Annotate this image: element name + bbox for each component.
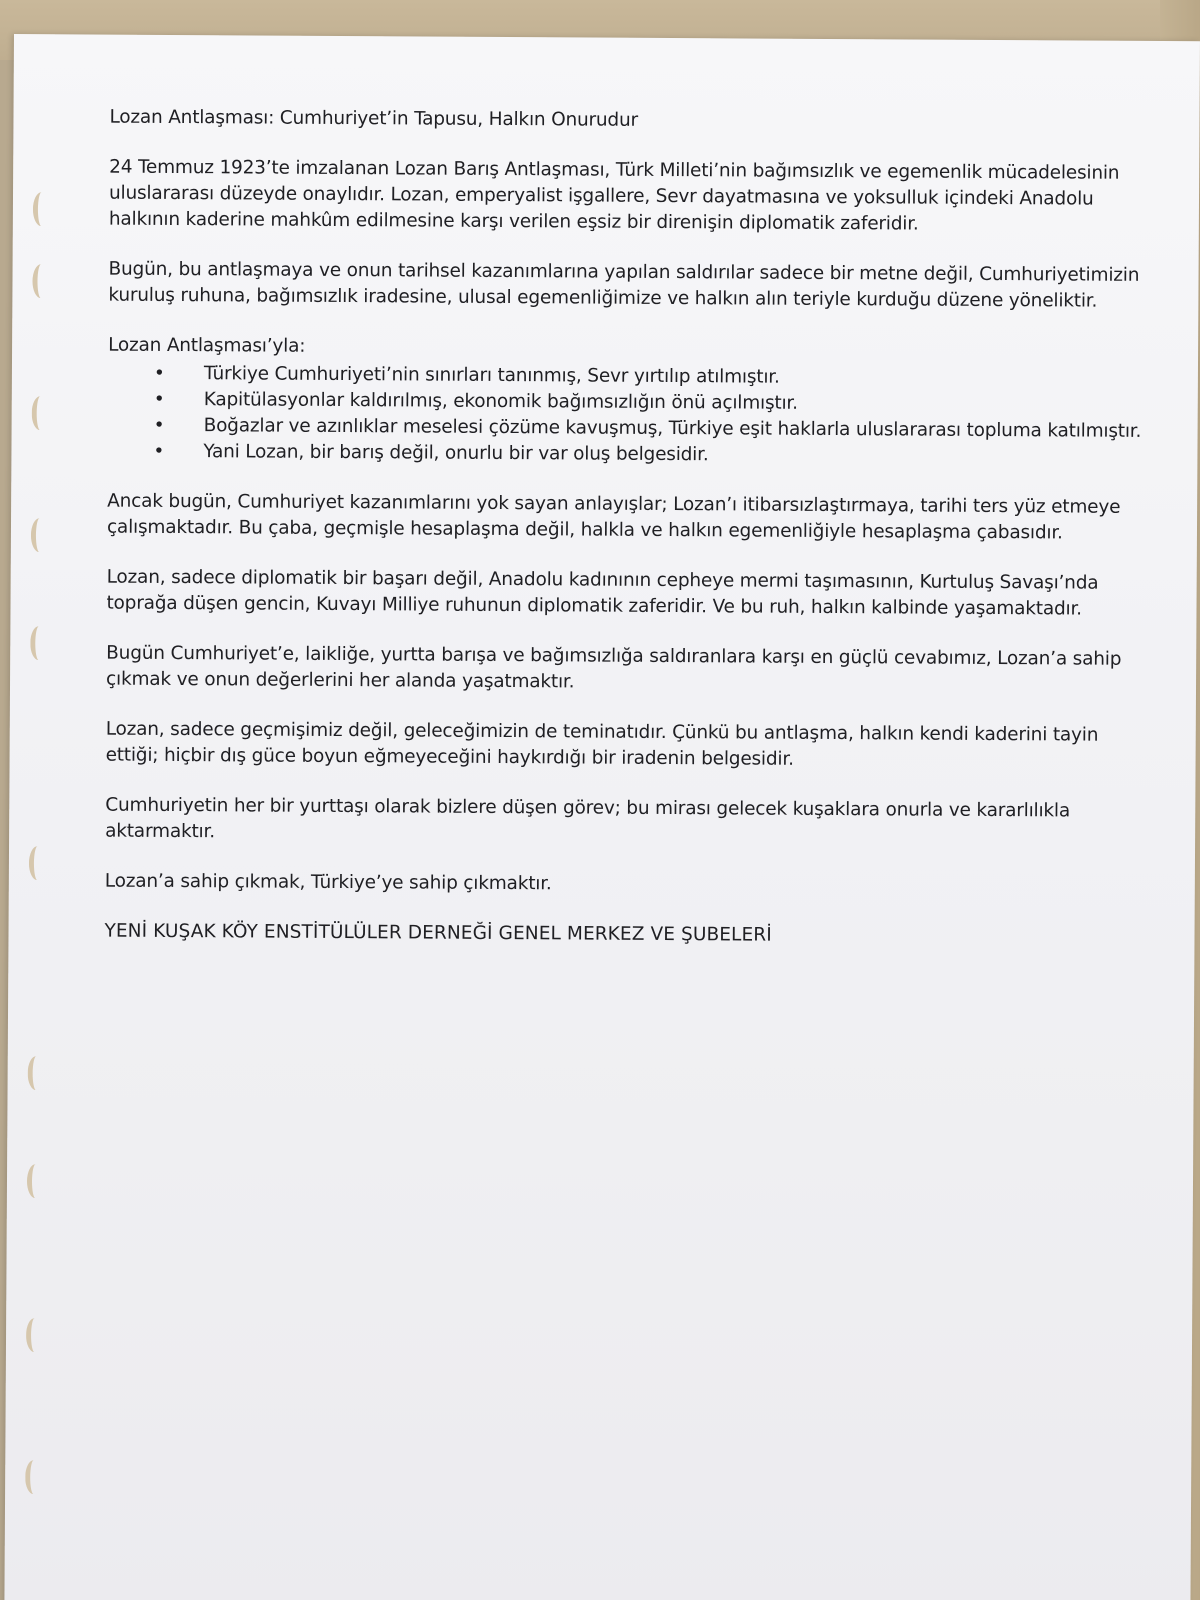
punch-hole (29, 846, 46, 880)
paragraph: Lozan’a sahip çıkmak, Türkiye’ye sahip çıkmaktır. (104, 870, 552, 895)
list-item: • Boğazlar ve azınlıklar meselesi çözüme kavuşmuş, Türkiye eşit haklarla uluslararası topluma katılmıştır. (108, 413, 1148, 445)
document-body (104, 105, 1149, 951)
bullet-list (107, 361, 1148, 471)
signature-organization: YENİ KUŞAK KÖY ENSTİTÜLÜLER DERNEĞİ GENEL MERKEZ VE ŞUBELERİ (104, 920, 772, 946)
paragraph: Cumhuriyetin her bir yurttaşı olarak bizlere düşen görev; bu mirası gelecek kuşaklara onurla ve kararlılıkla aktarmaktır. (105, 794, 1071, 843)
paragraph: Bugün Cumhuriyet’e, laikliğe, yurtta barışa ve bağımsızlığa saldıranlara karşı en güçlü cevabımız, Lozan’a sahip çıkmak ve onun değerlerini her alanda yaşatmaktır. (105, 642, 1122, 693)
paragraph: Ancak bugün, Cumhuriyet kazanımlarını yok sayan anlayışlar; Lozan’ı itibarsızlaştırmaya, tarihi ters yüz etmeye çalışmaktadır. Bu çaba, geçmişle hesaplaşma değil, halkla ve halkın egemenliğiyle hesaplaşma çabasıdır. (106, 490, 1121, 544)
punch-hole (31, 518, 48, 552)
punch-hole (27, 1164, 44, 1198)
punch-hole (28, 1056, 45, 1090)
punch-hole (32, 264, 49, 298)
punch-hole (26, 1318, 43, 1352)
paragraph: Lozan, sadece diplomatik bir başarı değil, Anadolu kadınının cepheye mermi taşımasının, Kurtuluş Savaşı’nda toprağa düşen gencin, Kuvayı Milliye ruhunun diplomatik zaferidir. Ve bu ruh, halkın kalbinde yaşamaktadır. (106, 566, 1099, 620)
list-item: • Yani Lozan, bir barış değil, onurlu bir var oluş belgesidir. (107, 439, 1147, 471)
list-item: • Kapitülasyonlar kaldırılmış, ekonomik bağımsızlığın önü açılmıştır. (108, 387, 1148, 419)
punch-hole (25, 1460, 42, 1494)
punch-hole (33, 192, 50, 226)
punch-hole (30, 626, 47, 660)
paragraph: Bugün, bu antlaşmaya ve onun tarihsel kazanımlarına yapılan saldırılar sadece bir metne değil, Cumhuriyetimizin kuruluş ruhuna, bağımsızlık iradesine, ulusal egemenliğimize ve halkın alın teriyle kurduğu düzene yöneliktir. (108, 258, 1140, 312)
paragraph: 24 Temmuz 1923’te imzalanan Lozan Barış Antlaşması, Türk Milleti’nin bağımsızlık ve egemenlik mücadelesinin uluslararası düzeyde onaylıdır. Lozan, emperyalist işgallere, Sevr dayatmasına ve yoksulluk içindeki Anadolu halkının kaderine mahkûm edilmesine karşı verilen eşsiz bir direnişin diplomatik zaferidir. (108, 156, 1120, 235)
document-title: Lozan Antlaşması: Cumhuriyet’in Tapusu, Halkın Onurudur (109, 106, 639, 131)
paragraph: Lozan, sadece geçmişimiz değil, geleceğimizin de teminatıdır. Çünkü bu antlaşma, halkın kendi kaderini tayin ettiği; hiçbir dış güce boyun eğmeyeceğini haykırdığı bir iradenin belgesidir. (105, 718, 1099, 770)
paper-sheet (4, 34, 1200, 1600)
punch-hole (32, 396, 49, 430)
list-item: • Türkiye Cumhuriyeti’nin sınırları tanınmış, Sevr yırtılıp atılmıştır. (108, 361, 1148, 393)
list-intro: Lozan Antlaşması’yla: (108, 334, 306, 357)
